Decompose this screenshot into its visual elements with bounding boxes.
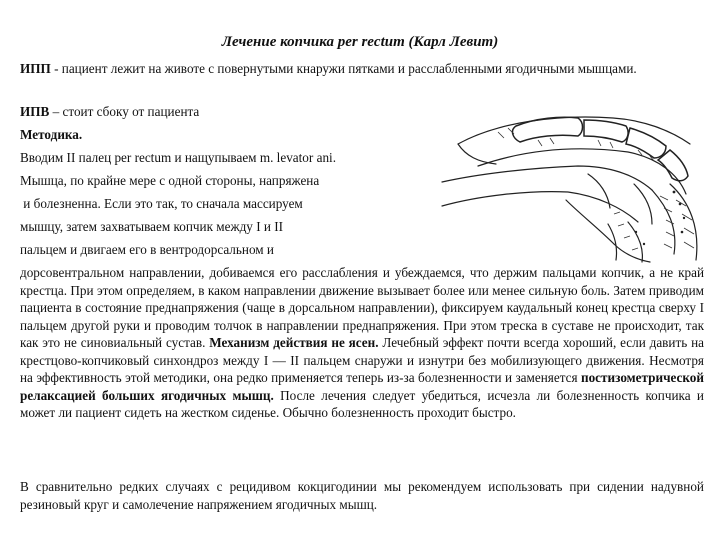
pelvic-anatomy-illustration bbox=[438, 104, 708, 264]
last-paragraph: В сравнительно редких случаях с рецидивом кокцигодинии мы рекомендуем использовать при сидении надувной резиновый круг и самолечение напряжением ягодичных мышц. bbox=[20, 479, 704, 512]
page-title: Лечение копчика per rectum (Карл Левит) bbox=[221, 34, 499, 50]
method-line-4: мышцу, затем захватываем копчик между I и II bbox=[20, 219, 284, 234]
main-text-2: Лечебный эффект почти всегда хороший, если давить на крестцово-копчиковый синхондроз между I — II пальцем снаружи и изнутри без мобилизующего движения. Несмотря на эффективность этой методики, она редко применяется теперь из-за болезненности и заменяется bbox=[20, 335, 704, 385]
ipp-text: - пациент лежит на животе с повернутыми кнаружи пятками и расслабленными ягодичными мышцами. bbox=[50, 61, 637, 76]
main-bold-1: Механизм действия не ясен. bbox=[209, 335, 379, 350]
main-bold-2: постизометрической релаксацией больших ягодичных мышц. bbox=[20, 370, 704, 403]
method-line-3: и болезненна. Если это так, то сначала массируем bbox=[20, 196, 303, 211]
ipv-label: ИПВ bbox=[20, 104, 50, 119]
method-line-1: Вводим II палец per rectum и нащупываем m. levator ani. bbox=[20, 150, 336, 165]
main-text-1: дорсовентральном направлении, добиваемся его расслабления и убеждаемся, что держим пальцами копчик, а не край крестца. При этом определяем, в каком направлении движение вызывает более или менее сильную боль. Затем приводим пациента в состояние преднапряжения (чаще в дорсальном направлении), фиксируем каудальный конец крестца сверху I пальцем другой руки и проводим толчок в направлении преднапряжения. При этом треска в суставе не происходит, так как это не синовиальный сустав. bbox=[20, 265, 704, 350]
method-line-5: пальцем и двигаем его в вентродорсальном и bbox=[20, 242, 274, 257]
ipp-label: ИПП bbox=[20, 61, 51, 76]
ipp-paragraph bbox=[20, 60, 704, 78]
ipv-text: – стоит сбоку от пациента bbox=[49, 104, 200, 119]
method-heading: Методика. bbox=[20, 127, 83, 142]
main-text-3: После лечения следует убедиться, исчезла ли болезненность копчика и может ли пациент сидеть на жестком сиденье. Обычно болезненность проходит быстро. bbox=[20, 387, 704, 420]
method-line-2: Мышца, по крайне мере с одной стороны, напряжена bbox=[20, 173, 320, 188]
main-paragraph bbox=[20, 264, 704, 422]
